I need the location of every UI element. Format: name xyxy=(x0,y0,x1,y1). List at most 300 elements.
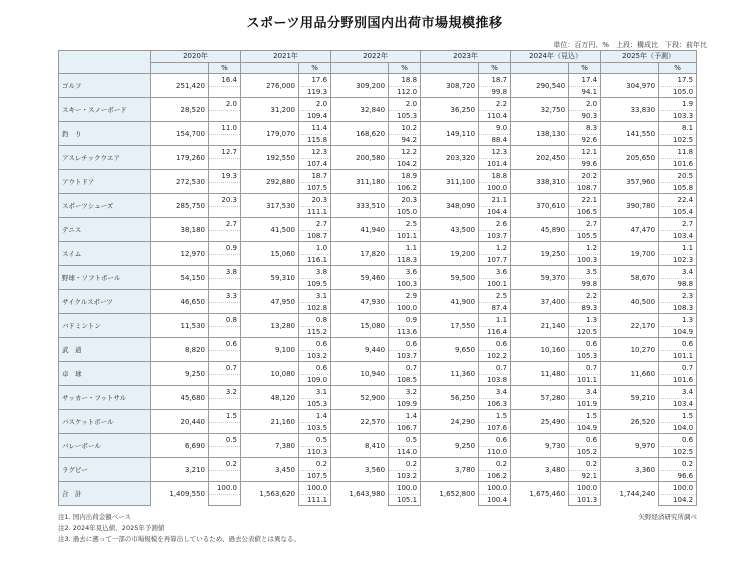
share-cell: 18.7 xyxy=(479,74,511,87)
share-cell: 12.2 xyxy=(389,146,421,159)
share-cell: 1.5 xyxy=(209,410,241,423)
yoy-cell: 112.0 xyxy=(389,87,421,98)
yoy-cell: 105.1 xyxy=(389,495,421,506)
share-cell: 16.4 xyxy=(209,74,241,87)
share-cell: 100.0 xyxy=(479,482,511,495)
yoy-cell: 103.4 xyxy=(659,231,697,242)
table-row xyxy=(59,314,697,327)
yoy-cell: 101.9 xyxy=(569,399,601,410)
yoy-cell: 100.1 xyxy=(479,279,511,290)
share-cell: 18.8 xyxy=(389,74,421,87)
share-cell: 1.3 xyxy=(569,314,601,327)
yoy-cell: 105.3 xyxy=(569,351,601,362)
table-row xyxy=(59,458,697,471)
yoy-cell: 103.2 xyxy=(299,351,331,362)
yoy-cell: 101.6 xyxy=(659,159,697,170)
value-cell: 3,360 xyxy=(601,458,659,482)
value-cell: 3,780 xyxy=(421,458,479,482)
value-cell: 202,450 xyxy=(511,146,569,170)
table-row xyxy=(59,74,697,87)
share-cell: 1.4 xyxy=(389,410,421,423)
yoy-cell xyxy=(209,207,241,218)
share-cell: 1.9 xyxy=(659,98,697,111)
value-cell: 192,550 xyxy=(241,146,299,170)
value-cell: 1,652,800 xyxy=(421,482,479,506)
value-cell: 304,970 xyxy=(601,74,659,98)
share-cell: 12.7 xyxy=(209,146,241,159)
year-header-2024: 2024年（見込） xyxy=(511,51,601,63)
value-cell: 3,560 xyxy=(331,458,389,482)
yoy-cell: 103.7 xyxy=(389,351,421,362)
value-cell: 41,500 xyxy=(241,218,299,242)
share-cell: 0.6 xyxy=(209,338,241,351)
share-cell: 3.4 xyxy=(569,386,601,399)
share-cell: 17.4 xyxy=(569,74,601,87)
yoy-cell: 109.0 xyxy=(299,375,331,386)
yoy-cell: 100.3 xyxy=(389,279,421,290)
share-cell: 0.6 xyxy=(299,362,331,375)
share-cell: 2.9 xyxy=(389,290,421,303)
share-cell: 20.5 xyxy=(659,170,697,183)
share-cell: 100.0 xyxy=(569,482,601,495)
percent-subheader: % xyxy=(299,63,331,74)
yoy-cell: 101.1 xyxy=(389,231,421,242)
yoy-cell: 107.4 xyxy=(299,159,331,170)
category-cell: スポーツシューズ xyxy=(59,194,151,218)
share-cell: 0.6 xyxy=(659,338,697,351)
yoy-cell xyxy=(209,447,241,458)
yoy-cell: 94.1 xyxy=(569,87,601,98)
yoy-cell: 90.3 xyxy=(569,111,601,122)
yoy-cell: 89.3 xyxy=(569,303,601,314)
yoy-cell: 103.8 xyxy=(479,375,511,386)
value-cell: 311,180 xyxy=(331,170,389,194)
share-cell: 0.2 xyxy=(299,458,331,471)
value-cell: 41,900 xyxy=(421,290,479,314)
yoy-cell: 102.3 xyxy=(659,255,697,266)
year-header-2022: 2022年 xyxy=(331,51,421,63)
value-cell: 15,080 xyxy=(331,314,389,338)
yoy-cell: 114.0 xyxy=(389,447,421,458)
yoy-cell: 106.5 xyxy=(569,207,601,218)
value-subheader xyxy=(511,63,569,74)
value-cell: 3,210 xyxy=(151,458,209,482)
percent-subheader: % xyxy=(479,63,511,74)
value-cell: 168,620 xyxy=(331,122,389,146)
share-cell: 0.7 xyxy=(389,362,421,375)
value-cell: 141,550 xyxy=(601,122,659,146)
share-cell: 100.0 xyxy=(659,482,697,495)
share-cell: 1.1 xyxy=(389,242,421,255)
category-cell: サイクルスポーツ xyxy=(59,290,151,314)
share-cell: 8.1 xyxy=(659,122,697,135)
share-cell: 0.8 xyxy=(209,314,241,327)
yoy-cell: 108.7 xyxy=(299,231,331,242)
value-cell: 59,210 xyxy=(601,386,659,410)
share-cell: 10.2 xyxy=(389,122,421,135)
share-cell: 18.8 xyxy=(479,170,511,183)
footnote: 注1. 国内出荷金額ベース xyxy=(58,513,131,521)
value-cell: 1,563,620 xyxy=(241,482,299,506)
value-cell: 20,440 xyxy=(151,410,209,434)
source-credit: 矢野経済研究所調べ xyxy=(638,513,697,521)
share-cell: 1.5 xyxy=(569,410,601,423)
value-cell: 3,480 xyxy=(511,458,569,482)
yoy-cell: 115.8 xyxy=(299,135,331,146)
category-cell: 合 計 xyxy=(59,482,151,506)
share-cell: 1.5 xyxy=(479,410,511,423)
table-row xyxy=(59,218,697,231)
share-cell: 11.4 xyxy=(299,122,331,135)
value-cell: 9,730 xyxy=(511,434,569,458)
value-cell: 33,830 xyxy=(601,98,659,122)
category-cell: 野球・ソフトボール xyxy=(59,266,151,290)
yoy-cell: 101.4 xyxy=(479,159,511,170)
yoy-cell: 108.7 xyxy=(569,183,601,194)
value-cell: 9,970 xyxy=(601,434,659,458)
yoy-cell: 106.3 xyxy=(479,399,511,410)
yoy-cell: 106.7 xyxy=(389,423,421,434)
value-subheader xyxy=(421,63,479,74)
value-cell: 59,460 xyxy=(331,266,389,290)
share-cell: 1.2 xyxy=(569,242,601,255)
yoy-cell: 116.4 xyxy=(479,327,511,338)
value-subheader xyxy=(331,63,389,74)
share-cell: 11.0 xyxy=(209,122,241,135)
yoy-cell: 100.4 xyxy=(479,495,511,506)
value-cell: 37,400 xyxy=(511,290,569,314)
yoy-cell xyxy=(209,327,241,338)
value-cell: 26,520 xyxy=(601,410,659,434)
value-cell: 1,744,240 xyxy=(601,482,659,506)
value-cell: 272,530 xyxy=(151,170,209,194)
value-cell: 17,550 xyxy=(421,314,479,338)
value-cell: 10,940 xyxy=(331,362,389,386)
share-cell: 0.6 xyxy=(569,434,601,447)
value-cell: 154,700 xyxy=(151,122,209,146)
share-cell: 12.1 xyxy=(569,146,601,159)
table-row xyxy=(59,338,697,351)
category-cell: アスレチックウエア xyxy=(59,146,151,170)
share-cell: 3.1 xyxy=(299,386,331,399)
yoy-cell: 110.3 xyxy=(299,447,331,458)
yoy-cell: 105.2 xyxy=(569,447,601,458)
year-header-2021: 2021年 xyxy=(241,51,331,63)
value-cell: 11,660 xyxy=(601,362,659,386)
yoy-cell: 101.1 xyxy=(569,375,601,386)
yoy-cell xyxy=(209,183,241,194)
share-cell: 0.6 xyxy=(479,434,511,447)
yoy-cell: 101.3 xyxy=(569,495,601,506)
category-cell: 武 道 xyxy=(59,338,151,362)
value-cell: 251,420 xyxy=(151,74,209,98)
value-cell: 311,100 xyxy=(421,170,479,194)
value-cell: 203,320 xyxy=(421,146,479,170)
category-cell: アウトドア xyxy=(59,170,151,194)
yoy-cell: 102.5 xyxy=(659,447,697,458)
category-cell: テニス xyxy=(59,218,151,242)
value-cell: 15,060 xyxy=(241,242,299,266)
value-cell: 308,720 xyxy=(421,74,479,98)
share-cell: 22.4 xyxy=(659,194,697,207)
share-cell: 2.5 xyxy=(479,290,511,303)
footnotes xyxy=(58,512,300,545)
yoy-cell: 104.2 xyxy=(659,495,697,506)
yoy-cell: 104.4 xyxy=(479,207,511,218)
value-cell: 338,310 xyxy=(511,170,569,194)
share-cell: 100.0 xyxy=(209,482,241,495)
share-cell: 0.6 xyxy=(299,338,331,351)
value-cell: 10,080 xyxy=(241,362,299,386)
percent-subheader: % xyxy=(659,63,697,74)
percent-subheader: % xyxy=(389,63,421,74)
category-cell: 釣 り xyxy=(59,122,151,146)
value-cell: 45,890 xyxy=(511,218,569,242)
share-cell: 0.2 xyxy=(389,458,421,471)
share-cell: 1.1 xyxy=(479,314,511,327)
share-cell: 12.3 xyxy=(479,146,511,159)
value-cell: 11,530 xyxy=(151,314,209,338)
share-cell: 3.4 xyxy=(479,386,511,399)
value-cell: 21,160 xyxy=(241,410,299,434)
value-cell: 52,900 xyxy=(331,386,389,410)
yoy-cell: 105.8 xyxy=(659,183,697,194)
value-cell: 309,200 xyxy=(331,74,389,98)
value-cell: 19,200 xyxy=(421,242,479,266)
value-cell: 36,250 xyxy=(421,98,479,122)
yoy-cell: 104.9 xyxy=(659,327,697,338)
yoy-cell xyxy=(209,399,241,410)
value-subheader xyxy=(151,63,209,74)
percent-subheader: % xyxy=(209,63,241,74)
category-cell: ゴルフ xyxy=(59,74,151,98)
yoy-cell: 107.6 xyxy=(479,423,511,434)
share-cell: 11.8 xyxy=(659,146,697,159)
value-cell: 9,250 xyxy=(421,434,479,458)
yoy-cell: 103.4 xyxy=(659,399,697,410)
value-cell: 276,000 xyxy=(241,74,299,98)
share-cell: 2.0 xyxy=(569,98,601,111)
yoy-cell: 100.0 xyxy=(479,183,511,194)
value-cell: 59,500 xyxy=(421,266,479,290)
share-cell: 2.2 xyxy=(479,98,511,111)
share-cell: 0.2 xyxy=(569,458,601,471)
value-cell: 32,840 xyxy=(331,98,389,122)
value-cell: 19,250 xyxy=(511,242,569,266)
share-cell: 0.5 xyxy=(299,434,331,447)
table-row xyxy=(59,194,697,207)
value-cell: 11,480 xyxy=(511,362,569,386)
value-cell: 45,680 xyxy=(151,386,209,410)
share-cell: 12.3 xyxy=(299,146,331,159)
year-header-2025: 2025年（予測） xyxy=(601,51,697,63)
share-cell: 2.7 xyxy=(659,218,697,231)
value-cell: 58,670 xyxy=(601,266,659,290)
share-cell: 2.2 xyxy=(569,290,601,303)
yoy-cell: 111.1 xyxy=(299,495,331,506)
value-cell: 357,960 xyxy=(601,170,659,194)
value-cell: 8,820 xyxy=(151,338,209,362)
footnote: 注3. 過去に遡って一部の市場規模を再算出しているため、過去公表値とは異なる。 xyxy=(58,535,301,543)
value-cell: 9,440 xyxy=(331,338,389,362)
yoy-cell: 105.0 xyxy=(659,87,697,98)
value-cell: 40,500 xyxy=(601,290,659,314)
year-header-2020: 2020年 xyxy=(151,51,241,63)
share-cell: 1.3 xyxy=(659,314,697,327)
value-cell: 179,070 xyxy=(241,122,299,146)
value-cell: 9,100 xyxy=(241,338,299,362)
value-cell: 28,520 xyxy=(151,98,209,122)
share-cell: 3.4 xyxy=(659,266,697,279)
share-cell: 3.8 xyxy=(299,266,331,279)
yoy-cell: 100.3 xyxy=(569,255,601,266)
value-cell: 292,880 xyxy=(241,170,299,194)
share-cell: 17.5 xyxy=(659,74,697,87)
percent-subheader: % xyxy=(569,63,601,74)
yoy-cell: 98.8 xyxy=(659,279,697,290)
share-cell: 21.1 xyxy=(479,194,511,207)
share-cell: 0.7 xyxy=(659,362,697,375)
value-cell: 1,643,980 xyxy=(331,482,389,506)
value-cell: 390,780 xyxy=(601,194,659,218)
share-cell: 1.5 xyxy=(659,410,697,423)
share-cell: 0.9 xyxy=(209,242,241,255)
share-cell: 0.6 xyxy=(389,338,421,351)
yoy-cell xyxy=(209,423,241,434)
share-cell: 1.0 xyxy=(299,242,331,255)
value-cell: 205,650 xyxy=(601,146,659,170)
yoy-cell: 105.3 xyxy=(299,399,331,410)
value-cell: 57,280 xyxy=(511,386,569,410)
yoy-cell: 107.7 xyxy=(479,255,511,266)
table-row xyxy=(59,434,697,447)
value-cell: 13,280 xyxy=(241,314,299,338)
yoy-cell: 99.8 xyxy=(479,87,511,98)
table-row xyxy=(59,146,697,159)
yoy-cell: 101.1 xyxy=(659,351,697,362)
yoy-cell: 120.5 xyxy=(569,327,601,338)
share-cell: 0.5 xyxy=(209,434,241,447)
yoy-cell: 99.8 xyxy=(569,279,601,290)
yoy-cell: 100.0 xyxy=(389,303,421,314)
table-row xyxy=(59,122,697,135)
category-cell: スキー・スノーボード xyxy=(59,98,151,122)
value-cell: 24,290 xyxy=(421,410,479,434)
table-row xyxy=(59,98,697,111)
value-cell: 54,150 xyxy=(151,266,209,290)
category-cell: バドミントン xyxy=(59,314,151,338)
yoy-cell: 104.2 xyxy=(389,159,421,170)
yoy-cell xyxy=(209,303,241,314)
share-cell: 20.2 xyxy=(569,170,601,183)
yoy-cell: 106.2 xyxy=(389,183,421,194)
table-row xyxy=(59,386,697,399)
value-cell: 59,370 xyxy=(511,266,569,290)
yoy-cell: 99.6 xyxy=(569,159,601,170)
yoy-cell xyxy=(209,135,241,146)
table-row xyxy=(59,362,697,375)
share-cell: 18.9 xyxy=(389,170,421,183)
share-cell: 3.3 xyxy=(209,290,241,303)
yoy-cell xyxy=(209,111,241,122)
value-cell: 200,580 xyxy=(331,146,389,170)
share-cell: 0.7 xyxy=(569,362,601,375)
yoy-cell: 103.3 xyxy=(659,111,697,122)
value-cell: 7,380 xyxy=(241,434,299,458)
value-cell: 10,160 xyxy=(511,338,569,362)
value-cell: 56,250 xyxy=(421,386,479,410)
yoy-cell: 94.2 xyxy=(389,135,421,146)
yoy-cell xyxy=(209,351,241,362)
yoy-cell: 103.7 xyxy=(479,231,511,242)
value-subheader xyxy=(241,63,299,74)
category-cell: スイム xyxy=(59,242,151,266)
value-cell: 317,530 xyxy=(241,194,299,218)
share-cell: 0.2 xyxy=(209,458,241,471)
units-note: 単位：百万円、% 上段：構成比 下段：前年比 xyxy=(553,41,707,49)
value-cell: 8,410 xyxy=(331,434,389,458)
share-cell: 3.1 xyxy=(299,290,331,303)
category-cell: サッカー・フットサル xyxy=(59,386,151,410)
yoy-cell: 116.1 xyxy=(299,255,331,266)
share-cell: 2.0 xyxy=(389,98,421,111)
share-cell: 100.0 xyxy=(389,482,421,495)
value-cell: 38,180 xyxy=(151,218,209,242)
year-header-2023: 2023年 xyxy=(421,51,511,63)
value-cell: 47,950 xyxy=(241,290,299,314)
category-cell: ラグビー xyxy=(59,458,151,482)
yoy-cell: 92.1 xyxy=(569,471,601,482)
share-cell: 18.7 xyxy=(299,170,331,183)
yoy-cell: 102.2 xyxy=(479,351,511,362)
share-cell: 0.7 xyxy=(479,362,511,375)
yoy-cell xyxy=(209,279,241,290)
share-cell: 2.6 xyxy=(479,218,511,231)
yoy-cell xyxy=(209,495,241,506)
value-cell: 290,540 xyxy=(511,74,569,98)
value-cell: 31,200 xyxy=(241,98,299,122)
yoy-cell: 104.9 xyxy=(569,423,601,434)
corner-header-cell xyxy=(59,51,151,74)
yoy-cell: 96.6 xyxy=(659,471,697,482)
category-cell: 卓 球 xyxy=(59,362,151,386)
yoy-cell: 118.3 xyxy=(389,255,421,266)
share-cell: 2.7 xyxy=(569,218,601,231)
table-row xyxy=(59,410,697,423)
share-cell: 1.2 xyxy=(479,242,511,255)
share-cell: 3.2 xyxy=(209,386,241,399)
share-cell: 20.3 xyxy=(389,194,421,207)
category-cell: バレーボール xyxy=(59,434,151,458)
value-cell: 17,820 xyxy=(331,242,389,266)
yoy-cell: 103.2 xyxy=(389,471,421,482)
yoy-cell: 102.5 xyxy=(659,135,697,146)
document-title: スポーツ用品分野別国内出荷市場規模推移 xyxy=(246,16,503,31)
value-cell: 59,310 xyxy=(241,266,299,290)
value-cell: 19,700 xyxy=(601,242,659,266)
yoy-cell: 105.5 xyxy=(569,231,601,242)
value-cell: 48,120 xyxy=(241,386,299,410)
table-row xyxy=(59,170,697,183)
share-cell: 22.1 xyxy=(569,194,601,207)
value-cell: 1,409,550 xyxy=(151,482,209,506)
table-row xyxy=(59,266,697,279)
yoy-cell: 92.6 xyxy=(569,135,601,146)
share-cell: 9.0 xyxy=(479,122,511,135)
share-cell: 20.3 xyxy=(299,194,331,207)
value-cell: 179,260 xyxy=(151,146,209,170)
table-body xyxy=(59,74,697,506)
